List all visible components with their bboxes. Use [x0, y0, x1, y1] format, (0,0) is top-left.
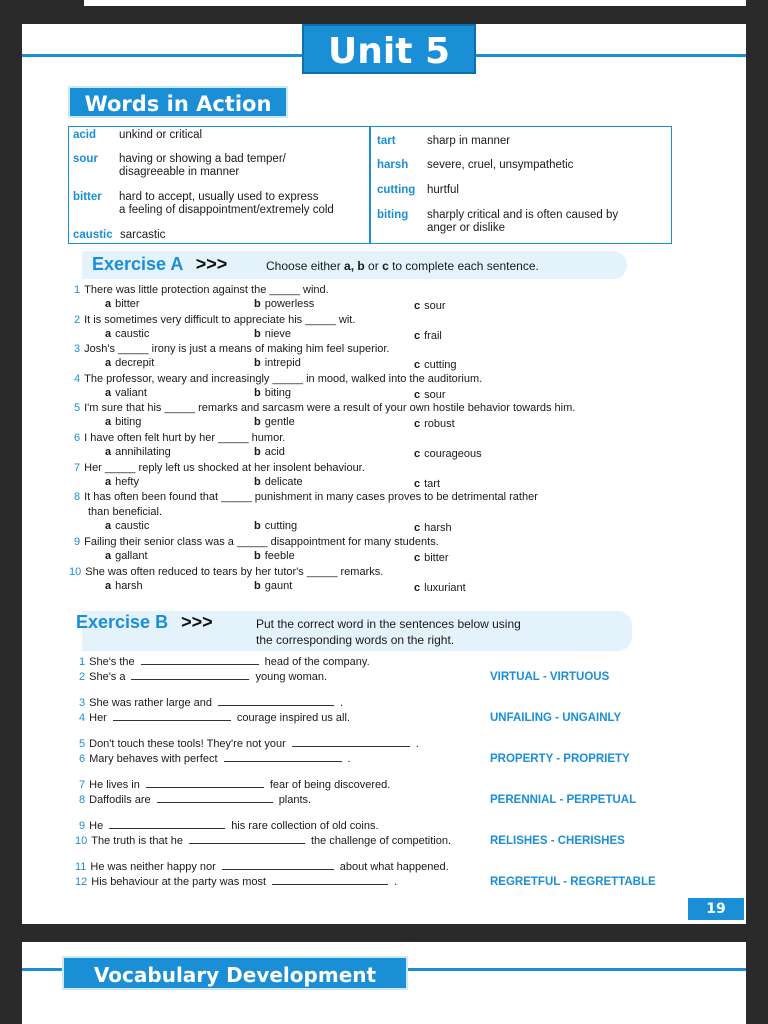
option-b[interactable] [254, 416, 295, 428]
instruction-bold: c [382, 259, 389, 273]
item-text-after: young woman. [255, 671, 328, 683]
option-b[interactable] [254, 357, 301, 369]
item-number: 12 [75, 876, 88, 888]
question-sentence: The professor, weary and increasingly _____ in mood, walked into the auditorium. [84, 373, 483, 385]
item-text-after: his rare collection of old coins. [231, 820, 379, 832]
item-text-before: Mary behaves with perfect [89, 753, 218, 765]
previous-page-edge [84, 0, 746, 6]
question-text [74, 536, 439, 548]
option-a[interactable] [105, 357, 154, 369]
next-rule-left [22, 968, 62, 971]
fill-in-item [75, 860, 449, 873]
question-sentence: Josh's _____ irony is just a means of making him feel superior. [84, 343, 390, 355]
item-text-after: the challenge of competition. [310, 835, 452, 847]
answer-blank[interactable] [109, 819, 225, 829]
option-word: decrepit [115, 357, 155, 369]
option-c[interactable] [414, 300, 446, 312]
header-rule-left [22, 54, 302, 57]
answer-blank[interactable] [113, 711, 231, 721]
header-rule-right [476, 54, 746, 57]
option-word: acid [264, 446, 285, 458]
option-word: intrepid [264, 357, 301, 369]
option-letter: c [414, 300, 421, 312]
option-word: cutting [264, 520, 298, 532]
answer-blank[interactable] [189, 834, 305, 844]
fill-in-item [75, 875, 397, 888]
question-sentence: There was little protection against the _____ wind. [84, 284, 329, 296]
vocab-term: acid [73, 129, 97, 141]
question-sentence: It has often been found that _____ punishment in many cases proves to be detrimental rather [84, 491, 538, 503]
option-word: harsh [115, 580, 143, 592]
option-word: feeble [264, 550, 295, 562]
item-number: 10 [75, 835, 88, 847]
answer-blank[interactable] [224, 752, 342, 762]
fill-in-item [75, 834, 451, 847]
item-text-before: She's the [89, 656, 135, 668]
instruction-text: Choose either [266, 259, 345, 273]
question-number: 8 [74, 491, 81, 503]
item-number: 8 [79, 794, 86, 806]
option-word: gaunt [264, 580, 293, 592]
fill-in-item [79, 752, 351, 765]
vocab-def: sharp in manner [427, 135, 511, 147]
question-sentence: She was often reduced to tears by her tutor's _____ remarks. [85, 566, 384, 578]
option-word: bitter [424, 552, 449, 564]
instruction-line: Put the correct word in the sentences below using [256, 617, 521, 631]
option-letter: c [414, 552, 421, 564]
option-word: harsh [424, 522, 452, 534]
question-number: 2 [74, 314, 81, 326]
item-number: 4 [79, 712, 86, 724]
instruction-bold: a, b [344, 259, 365, 273]
vocab-term: biting [377, 209, 409, 221]
question-text [74, 284, 329, 296]
option-letter: a [105, 357, 112, 369]
option-letter: b [254, 476, 261, 488]
answer-blank[interactable] [131, 670, 249, 680]
item-text-after: about what happened. [339, 861, 449, 873]
option-c[interactable] [414, 418, 455, 430]
option-word: nieve [264, 328, 292, 340]
item-text-after: . [394, 876, 398, 888]
option-word: caustic [115, 328, 150, 340]
item-text-after: fear of being discovered. [269, 779, 391, 791]
option-c[interactable] [414, 389, 446, 401]
item-text-before: The truth is that he [91, 835, 183, 847]
question-number: 3 [74, 343, 81, 355]
answer-blank[interactable] [146, 778, 264, 788]
item-text-before: He was neither happy nor [90, 861, 216, 873]
question-text [74, 373, 482, 385]
next-section-title: Vocabulary Development [62, 956, 408, 990]
option-b[interactable] [254, 550, 295, 562]
option-c[interactable] [414, 552, 449, 564]
item-number: 2 [79, 671, 86, 683]
item-number: 6 [79, 753, 86, 765]
question-sentence: Her _____ reply left us shocked at her insolent behaviour. [84, 462, 365, 474]
option-word: valiant [115, 387, 147, 399]
fill-in-item [79, 711, 350, 724]
question-continuation: than beneficial. [88, 506, 162, 518]
option-letter: a [105, 580, 112, 592]
question-number: 6 [74, 432, 81, 444]
item-text-before: He [89, 820, 104, 832]
question-text [74, 343, 390, 355]
exercise-b-title [76, 612, 213, 633]
option-word: tart [424, 478, 441, 490]
vocabulary-divider [369, 127, 371, 243]
option-letter: c [414, 359, 421, 371]
word-pair: VIRTUAL - VIRTUOUS [490, 671, 610, 683]
option-b[interactable] [254, 328, 291, 340]
item-text-before: He lives in [89, 779, 140, 791]
question-number: 1 [74, 284, 81, 296]
vocab-def: hurtful [427, 184, 459, 196]
vocab-def: hard to accept, usually used to express a feeling of disappointment/extremely cold [119, 191, 334, 216]
option-letter: c [414, 582, 421, 594]
option-letter: b [254, 416, 261, 428]
option-letter: b [254, 550, 261, 562]
option-a[interactable] [105, 298, 140, 310]
exercise-a-label: Exercise A [92, 254, 183, 274]
option-word: gallant [115, 550, 148, 562]
option-a[interactable] [105, 446, 171, 458]
option-letter: c [414, 389, 421, 401]
vocab-def: having or showing a bad temper/ disagreeable in manner [119, 153, 286, 178]
vocab-term: harsh [377, 159, 409, 171]
option-word: gentle [264, 416, 295, 428]
option-c[interactable] [414, 522, 452, 534]
vocab-term: sour [73, 153, 98, 165]
answer-blank[interactable] [141, 655, 259, 665]
option-word: bitter [115, 298, 140, 310]
option-word: annihilating [115, 446, 171, 458]
exercise-a-title [92, 254, 227, 275]
option-letter: a [105, 446, 112, 458]
question-text [74, 491, 538, 503]
exercise-a-arrows: >>> [195, 254, 228, 274]
option-b[interactable] [254, 446, 285, 458]
word-pair: RELISHES - CHERISHES [490, 835, 625, 847]
instruction-text: to complete each sentence. [388, 259, 539, 273]
option-letter: b [254, 357, 261, 369]
option-word: caustic [115, 520, 150, 532]
option-c[interactable] [414, 359, 457, 371]
question-sentence: Failing their senior class was a _____ disappointment for many students. [84, 536, 439, 548]
option-letter: c [414, 478, 421, 490]
option-letter: b [254, 387, 261, 399]
option-b[interactable] [254, 298, 314, 310]
vocab-def: sharply critical and is often caused by anger or dislike [427, 209, 619, 234]
fill-in-item [79, 670, 327, 683]
option-b[interactable] [254, 580, 292, 592]
option-letter: a [105, 416, 112, 428]
answer-blank[interactable] [157, 793, 273, 803]
option-letter: b [254, 580, 261, 592]
item-number: 7 [79, 779, 86, 791]
word-pair: REGRETFUL - REGRETTABLE [490, 876, 656, 888]
item-number: 9 [79, 820, 86, 832]
option-letter: c [414, 448, 421, 460]
answer-blank[interactable] [272, 875, 388, 885]
option-a[interactable] [105, 328, 149, 340]
option-word: biting [115, 416, 142, 428]
item-number: 1 [79, 656, 86, 668]
answer-blank[interactable] [292, 737, 410, 747]
option-letter: a [105, 328, 112, 340]
item-number: 11 [75, 861, 87, 873]
vocabulary-table [68, 126, 672, 244]
word-pair: UNFAILING - UNGAINLY [490, 712, 622, 724]
item-text-before: Her [89, 712, 107, 724]
option-a[interactable] [105, 520, 149, 532]
option-a[interactable] [105, 580, 143, 592]
option-letter: c [414, 330, 421, 342]
exercise-b-instruction [256, 616, 521, 648]
question-number: 10 [69, 566, 82, 578]
option-c[interactable] [414, 330, 442, 342]
question-text [74, 432, 285, 444]
item-text-after: . [415, 738, 419, 750]
option-a[interactable] [105, 476, 139, 488]
page-number: 19 [688, 898, 744, 920]
worksheet-page [22, 24, 746, 924]
option-letter: a [105, 550, 112, 562]
item-text-before: Don't touch these tools! They're not your [89, 738, 286, 750]
option-word: sour [424, 300, 446, 312]
question-sentence: I'm sure that his _____ remarks and sarcasm were a result of your own hostile behavior towards him. [84, 402, 576, 414]
question-sentence: I have often felt hurt by her _____ humor. [84, 432, 286, 444]
option-c[interactable] [414, 448, 482, 460]
question-number: 9 [74, 536, 81, 548]
item-text-before: She was rather large and [89, 697, 213, 709]
item-text-after: plants. [278, 794, 312, 806]
item-number: 3 [79, 697, 86, 709]
option-letter: b [254, 328, 261, 340]
exercise-b-label: Exercise B [76, 612, 169, 632]
option-b[interactable] [254, 387, 291, 399]
option-letter: b [254, 446, 261, 458]
option-a[interactable] [105, 387, 147, 399]
exercise-b-arrows: >>> [181, 612, 213, 632]
vocab-def: sarcastic [120, 229, 166, 241]
option-a[interactable] [105, 416, 141, 428]
fill-in-item [79, 793, 311, 806]
option-letter: b [254, 520, 261, 532]
option-letter: a [105, 298, 112, 310]
option-word: hefty [115, 476, 139, 488]
word-pair: PROPERTY - PROPRIETY [490, 753, 630, 765]
instruction-line: the corresponding words on the right. [256, 633, 455, 647]
answer-blank[interactable] [222, 860, 334, 870]
item-number: 5 [79, 738, 86, 750]
question-number: 4 [74, 373, 81, 385]
vocab-term: caustic [73, 229, 113, 241]
item-text-after: . [347, 753, 351, 765]
option-c[interactable] [414, 478, 440, 490]
item-text-before: She's a [89, 671, 126, 683]
fill-in-item [79, 778, 390, 791]
option-letter: b [254, 298, 261, 310]
option-word: delicate [264, 476, 303, 488]
option-letter: a [105, 476, 112, 488]
vocab-def: unkind or critical [119, 129, 203, 141]
fill-in-item [79, 819, 379, 832]
next-page [22, 942, 746, 1024]
question-text [74, 462, 365, 474]
question-text [69, 566, 383, 578]
option-a[interactable] [105, 550, 148, 562]
next-rule-right [408, 968, 746, 971]
option-word: robust [424, 418, 455, 430]
item-text-after: . [340, 697, 344, 709]
option-word: courageous [424, 448, 482, 460]
option-letter: c [414, 418, 421, 430]
item-text-after: head of the company. [264, 656, 370, 668]
exercise-a-instruction [266, 258, 539, 274]
item-text-before: His behaviour at the party was most [91, 876, 267, 888]
vocab-def: severe, cruel, unsympathetic [427, 159, 574, 171]
option-b[interactable] [254, 476, 303, 488]
vocab-term: tart [377, 135, 396, 147]
option-word: sour [424, 389, 446, 401]
section-title: Words in Action [68, 86, 288, 118]
instruction-text: or [364, 259, 383, 273]
fill-in-item [79, 696, 343, 709]
fill-in-item [79, 655, 370, 668]
fill-in-item [79, 737, 419, 750]
item-text-after: courage inspired us all. [236, 712, 350, 724]
question-number: 5 [74, 402, 81, 414]
vocab-term: bitter [73, 191, 102, 203]
option-letter: a [105, 387, 112, 399]
option-c[interactable] [414, 582, 466, 594]
option-word: biting [264, 387, 292, 399]
option-word: cutting [424, 359, 457, 371]
word-pair: PERENNIAL - PERPETUAL [490, 794, 637, 806]
option-word: luxuriant [424, 582, 466, 594]
question-text [74, 402, 575, 414]
option-b[interactable] [254, 520, 297, 532]
question-sentence: It is sometimes very difficult to appreciate his _____ wit. [84, 314, 356, 326]
vocab-term: cutting [377, 184, 416, 196]
question-text [74, 314, 355, 326]
item-text-before: Daffodils are [89, 794, 151, 806]
unit-title: Unit 5 [302, 24, 476, 74]
option-word: powerless [264, 298, 315, 310]
option-letter: a [105, 520, 112, 532]
option-letter: c [414, 522, 421, 534]
question-number: 7 [74, 462, 81, 474]
option-word: frail [424, 330, 442, 342]
answer-blank[interactable] [218, 696, 334, 706]
